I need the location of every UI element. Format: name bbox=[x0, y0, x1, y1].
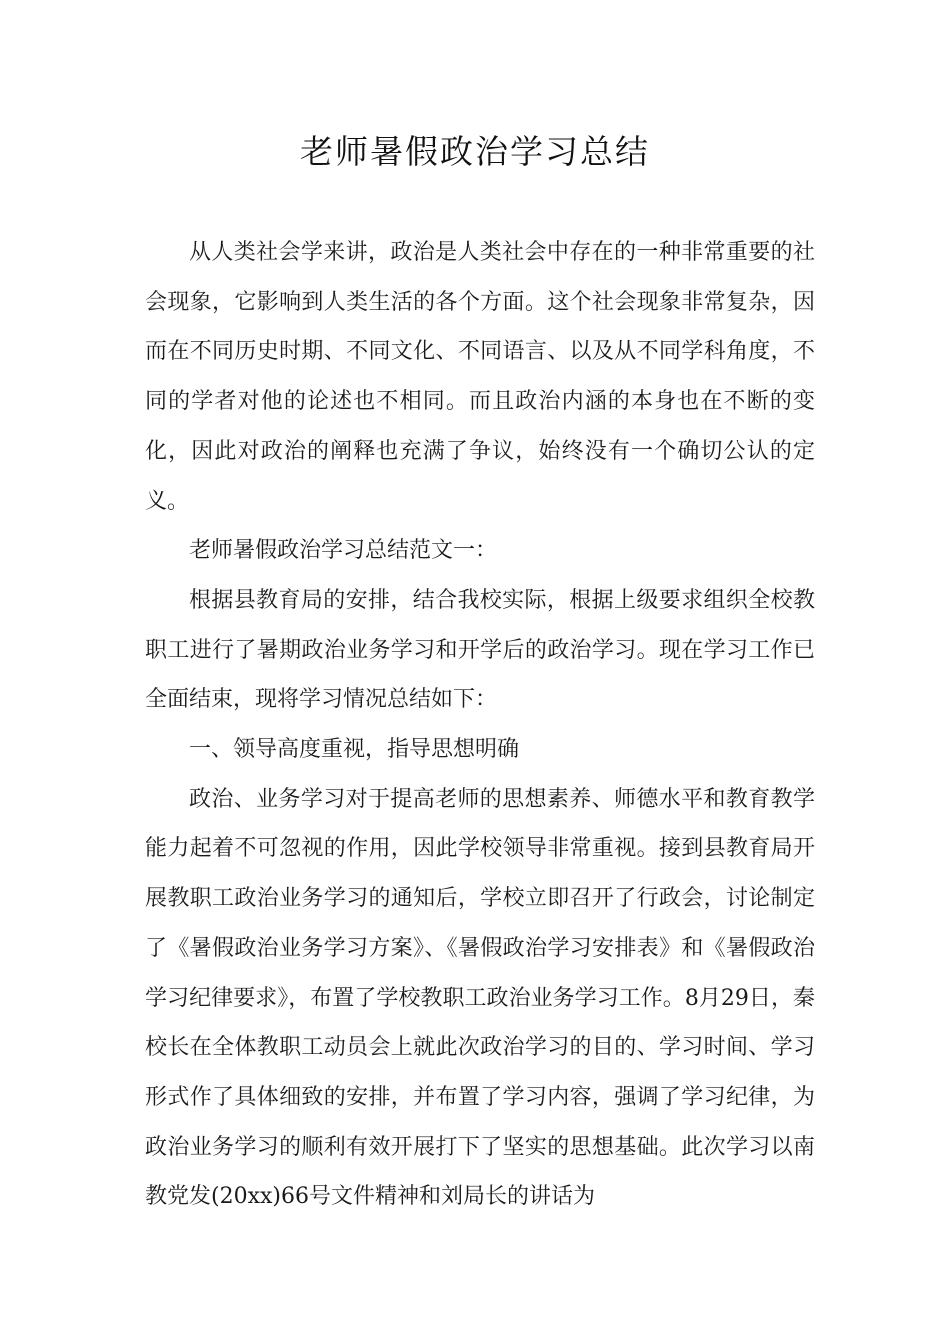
document-title: 老师暑假政治学习总结 bbox=[300, 132, 650, 171]
document-body bbox=[145, 228, 815, 1222]
section-heading-leadership: 一、领导高度重视，指导思想明确 bbox=[189, 737, 520, 763]
paragraph-leadership: 政治、业务学习对于提高老师的思想素养、师德水平和教育教学能力起着不可忽视的作用，因此学校领导非常重视。接到县教育局开展教职工政治业务学习的通知后，学校立即召开了行政会，讨论制定了《暑假政治业务学习方案》、《暑假政治学习安排表》和《暑假政治学习纪律要求》，布置了学校教职工政治业务学习工作。8月29日，秦校长在全体教职工动员会上就此次政治学习的目的、学习时间、学习形式作了具体细致的安排，并布置了学习内容，强调了学习纪律，为政治业务学习的顺利有效开展打下了坚实的思想基础。此次学习以南教党发(20xx)66号文件精神和刘局长的讲话为 bbox=[145, 786, 815, 1210]
paragraph-arrangement: 根据县教育局的安排，结合我校实际，根据上级要求组织全校教职工进行了暑期政治业务学习和开学后的政治学习。现在学习工作已全面结束，现将学习情况总结如下： bbox=[145, 587, 815, 713]
paragraph-intro: 从人类社会学来讲，政治是人类社会中存在的一种非常重要的社会现象，它影响到人类生活的各个方面。这个社会现象非常复杂，因而在不同历史时期、不同文化、不同语言、以及从不同学科角度，不同的学者对他的论述也不相同。而且政治内涵的本身也在不断的变化，因此对政治的阐释也充满了争议，始终没有一个确切公认的定义。 bbox=[145, 240, 815, 514]
paragraph-sample-heading: 老师暑假政治学习总结范文一： bbox=[189, 538, 498, 564]
